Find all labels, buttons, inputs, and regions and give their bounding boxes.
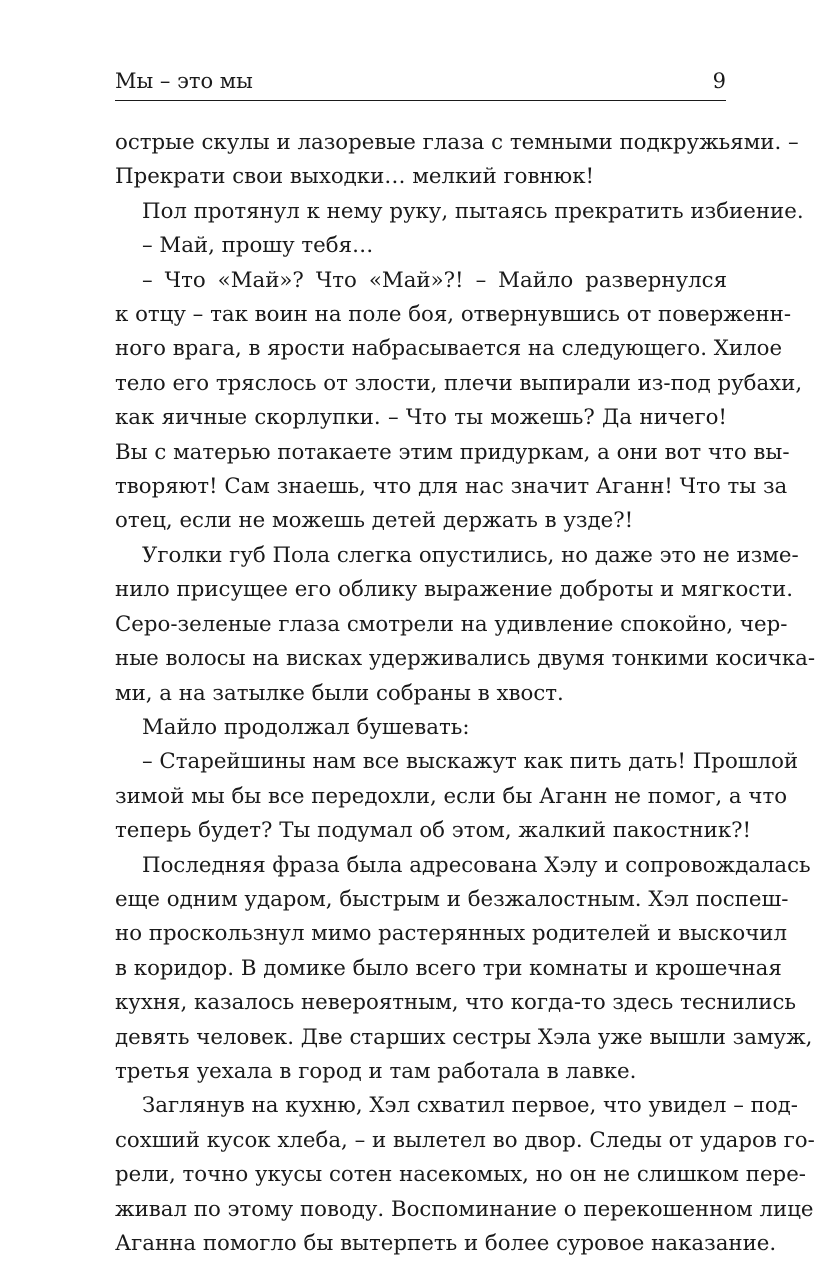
text-line: Майло продолжал бушевать: — [142, 714, 470, 740]
text-line: творяют! Сам знаешь, что для нас значит Аганн! Что ты за — [115, 474, 788, 500]
text-line: Последняя фраза была адресована Хэлу и сопровождалась — [142, 852, 811, 878]
text-line: Прекрати свои выходки… мелкий говнюк! — [115, 164, 595, 190]
text-line: ного врага, в ярости набрасывается на следующего. Хилое — [115, 336, 783, 362]
running-head — [115, 64, 726, 101]
text-line: но проскользнул мимо растерянных родителей и выскочил — [115, 921, 788, 947]
page-number: 9 — [712, 69, 726, 93]
text-line: как яичные скорлупки. – Что ты можешь? Да ничего! — [115, 405, 727, 431]
text-line: живал по этому поводу. Воспоминание о перекошенном лице — [115, 1196, 814, 1222]
text-line: тело его тряслось от злости, плечи выпирали из-под рубахи, — [115, 370, 803, 396]
text-line: нило присущее его облику выражение доброты и мягкости. — [115, 577, 793, 603]
text-line: сохший кусок хлеба, – и вылетел во двор. Следы от ударов го- — [115, 1127, 815, 1153]
text-line: еще одним ударом, быстрым и безжалостным. Хэл поспеш- — [115, 886, 789, 912]
text-line: рели, точно укусы сотен насекомых, но он не слишком пере- — [115, 1162, 806, 1188]
text-line: Уголки губ Пола слегка опустились, но даже это не изме- — [142, 542, 799, 568]
text-line: в коридор. В домике было всего три комнаты и крошечная — [115, 955, 782, 981]
text-line: Пол протянул к нему руку, пытаясь прекратить избиение. — [142, 198, 804, 224]
text-line: зимой мы бы все передохли, если бы Аганн не помог, а что — [115, 783, 788, 809]
text-line: отец, если не можешь детей держать в узде?! — [115, 508, 634, 534]
text-line: – Май, прошу тебя… — [142, 233, 374, 259]
text-line: кухня, казалось невероятным, что когда-то здесь теснились — [115, 990, 796, 1016]
text-line: Вы с матерью потакаете этим придуркам, а они вот что вы- — [115, 439, 790, 465]
text-line: девять человек. Две старших сестры Хэла уже вышли замуж, — [115, 1024, 813, 1050]
text-line: ные волосы на висках удерживались двумя тонкими косичка- — [115, 646, 816, 672]
text-line: Серо-зеленые глаза смотрели на удивление спокойно, чер- — [115, 611, 788, 637]
running-title: Мы – это мы — [115, 69, 253, 93]
text-line: Заглянув на кухню, Хэл схватил первое, что увидел – под- — [142, 1093, 798, 1119]
text-line: ми, а на затылке были собраны в хвост. — [115, 680, 564, 706]
text-line: третья уехала в город и там работала в лавке. — [115, 1058, 637, 1084]
text-line: к отцу – так воин на поле боя, отвернувшись от поверженн- — [115, 302, 792, 328]
text-line: Аганна помогло бы вытерпеть и более суровое наказание. — [115, 1231, 777, 1256]
text-line: – Старейшины нам все выскажут как пить дать! Прошлой — [142, 749, 799, 775]
text-line: теперь будет? Ты подумал об этом, жалкий пакостник?! — [115, 818, 752, 844]
text-line: острые скулы и лазоревые глаза с темными подкружьями. – — [115, 130, 799, 155]
body-text — [115, 126, 816, 1261]
text-line: – Что «Май»? Что «Май»?! – Майло развернулся — [142, 267, 727, 293]
